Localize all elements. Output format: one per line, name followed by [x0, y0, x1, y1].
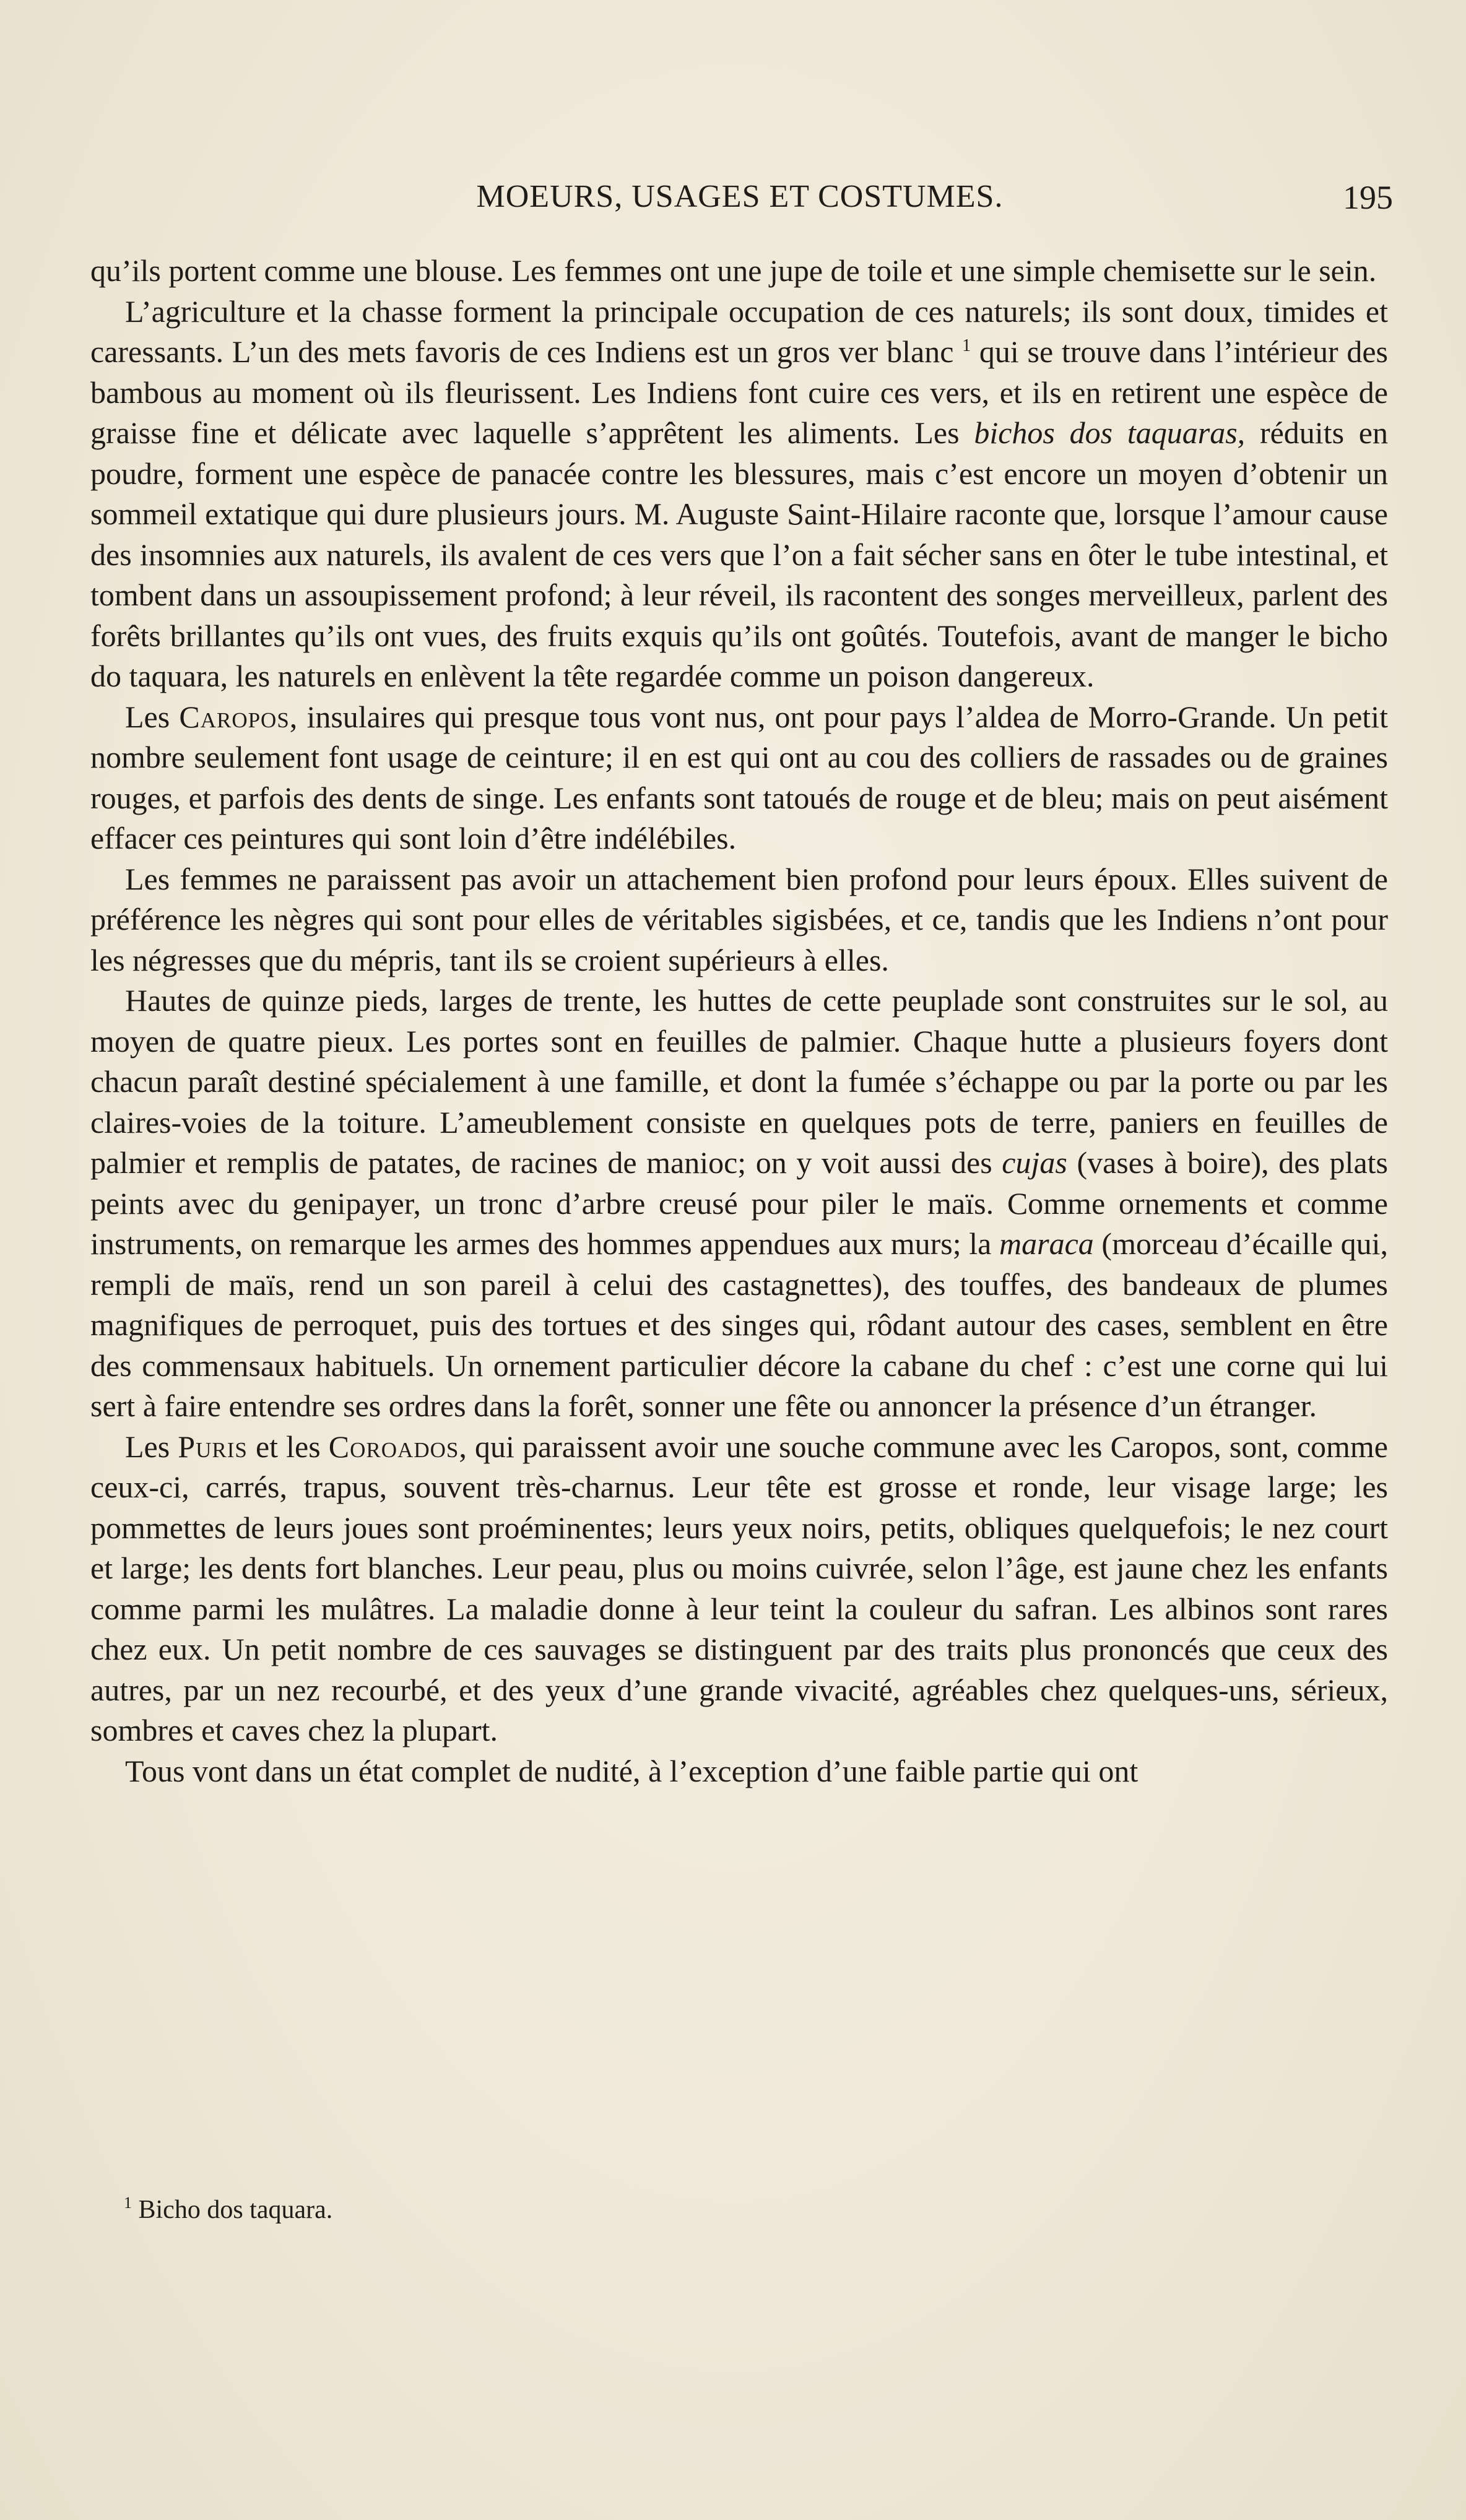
paragraph-text: , insulaires qui presque tous vont nus, ont pour pays l’aldea de Morro-Grande. Un petit nombre seulement font usage de ceinture; il en est qui ont au cou des colliers de rassades ou de graines rouges, et parfois des dents de singe. Les enfants sont tatoués de rouge et de bleu; mais on peut aisément effacer ces peintures qui sont loin d’être indélébiles. — [90, 699, 1388, 855]
footnote-text: Bicho dos taquara. — [132, 2196, 333, 2224]
tribe-name: Caropos — [179, 699, 290, 734]
paragraph — [90, 697, 1388, 859]
paragraph — [90, 251, 1388, 292]
paragraph — [90, 1751, 1388, 1792]
footnote — [124, 2191, 332, 2228]
paragraph-text: L’agriculture et la chasse forment la principale occupation de ces naturels; ils sont doux, timides et caressants. L’un des mets favoris de ces Indiens est un gros ver blanc — [90, 293, 1388, 369]
paragraph — [90, 1427, 1388, 1751]
paragraph — [90, 859, 1388, 981]
italic-term: bichos dos taquaras, — [974, 415, 1246, 450]
paragraph-text: (morceau d’écaille qui, rempli de maïs, rend un son pareil à celui des castagnettes), des touffes, des bandeaux de plumes magnifiques de perroquet, puis des tortues et des singes qui, rôdant autour des cases, semblent en être des commensaux habituels. Un ornement particulier décore la cabane du chef : c’est une corne qui lui sert à faire entendre ses ordres dans la forêt, sonner une fête ou annoncer la présence d’un étranger. — [90, 1226, 1388, 1423]
running-title: MOEURS, USAGES ET COSTUMES. — [476, 179, 1004, 214]
paragraph-text: qui se trouve dans l’intérieur des bambous au moment où ils fleurissent. Les Indiens font cuire ces vers, et ils en retirent une espèce de graisse fine et délicate avec laquelle s’apprêtent les aliments. Les — [90, 334, 1389, 450]
paragraph — [90, 292, 1388, 697]
paragraph-text: Les — [125, 1429, 178, 1464]
footnote-mark: 1 — [124, 2194, 132, 2212]
running-head — [124, 178, 1393, 228]
italic-term: maraca — [999, 1226, 1094, 1261]
paragraph-text: réduits en poudre, forment une espèce de panacée contre les blessures, mais c’est encore un moyen d’obtenir un sommeil extatique qui dure plusieurs jours. M. Auguste Saint-Hilaire raconte que, lorsque l’amour cause des insomnies aux naturels, ils avalent de ces vers que l’on a fait sécher sans en ôter le tube intestinal, et tombent dans un assoupissement profond; à leur réveil, ils racontent des songes merveilleux, parlent des forêts brillantes qu’ils ont vues, des fruits exquis qu’ils ont goûtés. Toutefois, avant de manger le bicho do taquara, les naturels en enlèvent la tête regardée comme un poison dangereux. — [90, 415, 1388, 693]
paragraph-text: Tous vont dans un état complet de nudité, à l’exception d’une faible partie qui ont — [125, 1753, 1139, 1788]
paragraph-text: Les — [125, 699, 180, 734]
tribe-name: Coroados — [328, 1429, 459, 1464]
paragraph-text: qu’ils portent comme une blouse. Les femmes ont une jupe de toile et une simple chemisette sur le sein. — [90, 253, 1377, 288]
paragraph-text: , qui paraissent avoir une souche commune avec les Caropos, sont, comme ceux-ci, carrés, trapus, souvent très-charnus. Leur tête est grosse et ronde, leur visage large; les pommettes de leurs joues sont proéminentes; leurs yeux noirs, petits, obliques quelquefois; le nez court et large; les dents fort blanches. Leur peau, plus ou moins cuivrée, selon l’âge, est jaune chez les enfants comme parmi les mulâtres. La maladie donne à leur teint la couleur du safran. Les albinos sont rares chez eux. Un petit nombre de ces sauvages se distinguent par des traits plus prononcés que ceux des autres, par un nez recourbé, et des yeux d’une grande vivacité, agréables chez quelques-uns, sérieux, sombres et caves chez la plupart. — [90, 1429, 1388, 1747]
paragraph-text: Hautes de quinze pieds, larges de trente, les huttes de cette peuplade sont construites sur le sol, au moyen de quatre pieux. Les portes sont en feuilles de palmier. Chaque hutte a plusieurs foyers dont chacun paraît destiné spécialement à une famille, et dont la fumée s’échappe ou par la porte ou par les claires-voies de la toiture. L’ameublement consiste en quelques pots de terre, paniers en feuilles de palmier et remplis de patates, de racines de manioc; on y voit aussi des — [90, 983, 1388, 1180]
paragraph-text: et les — [247, 1429, 329, 1464]
italic-term: cujas — [1002, 1145, 1067, 1180]
paragraph — [90, 981, 1388, 1427]
paragraph-text: (vases à boire), des plats peints avec du genipayer, un tronc d’arbre creusé pour piler le maïs. Comme ornements et comme instruments, on remarque les armes des hommes appendues aux murs; la — [90, 1145, 1388, 1261]
tribe-name: Puris — [178, 1429, 248, 1464]
paragraph-text: Les femmes ne paraissent pas avoir un attachement bien profond pour leurs époux. Elles suivent de préférence les nègres qui sont pour elles de véritables sigisbées, et ce, tandis que les Indiens n’ont pour les négresses que du mépris, tant ils se croient supérieurs à elles. — [90, 861, 1388, 977]
body-text — [90, 251, 1388, 1791]
page-number: 195 — [1343, 179, 1393, 216]
footnote-reference: 1 — [962, 336, 971, 355]
